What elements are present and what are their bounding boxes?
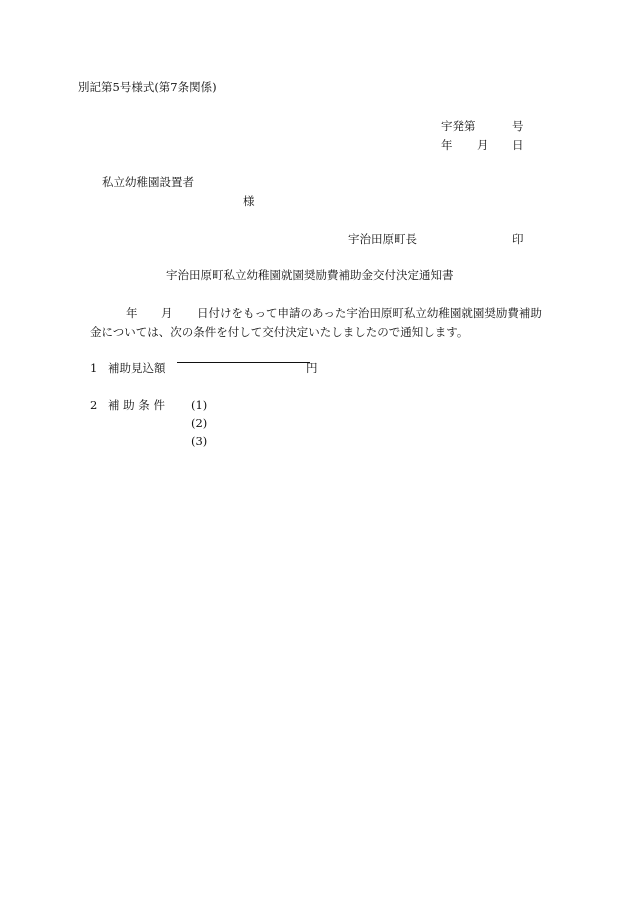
issuer-name: 宇治田原町長	[348, 232, 417, 246]
item-unit-yen: 円	[306, 361, 318, 375]
item-number-2: 2	[90, 398, 98, 412]
number-prefix: 宇発第	[441, 119, 476, 133]
item-label-amount: 補助見込額	[108, 361, 166, 375]
recipient-honorific: 様	[243, 194, 255, 208]
date-day: 日	[512, 138, 524, 152]
item-label-conditions: 補 助 条 件	[108, 398, 165, 412]
number-suffix: 号	[512, 119, 524, 133]
condition-2: (2)	[191, 416, 208, 430]
body-line2: 金については、次の条件を付して交付決定いたしましたので通知します。	[90, 325, 469, 339]
item-number-1: 1	[90, 361, 98, 375]
date-month: 月	[477, 138, 489, 152]
body-month: 月	[161, 306, 173, 320]
condition-3: (3)	[191, 434, 208, 448]
body-year: 年	[126, 306, 138, 320]
condition-1: (1)	[191, 398, 208, 412]
body-line1: 日付けをもって申請のあった宇治田原町私立幼稚園就園奨励費補助	[197, 306, 542, 320]
form-label: 別記第5号様式(第7条関係)	[78, 80, 217, 94]
issuer-seal: 印	[512, 232, 524, 246]
recipient-title: 私立幼稚園設置者	[102, 175, 194, 189]
document-title: 宇治田原町私立幼稚園就園奨励費補助金交付決定通知書	[166, 268, 454, 282]
date-year: 年	[441, 138, 453, 152]
amount-underline	[177, 362, 310, 363]
